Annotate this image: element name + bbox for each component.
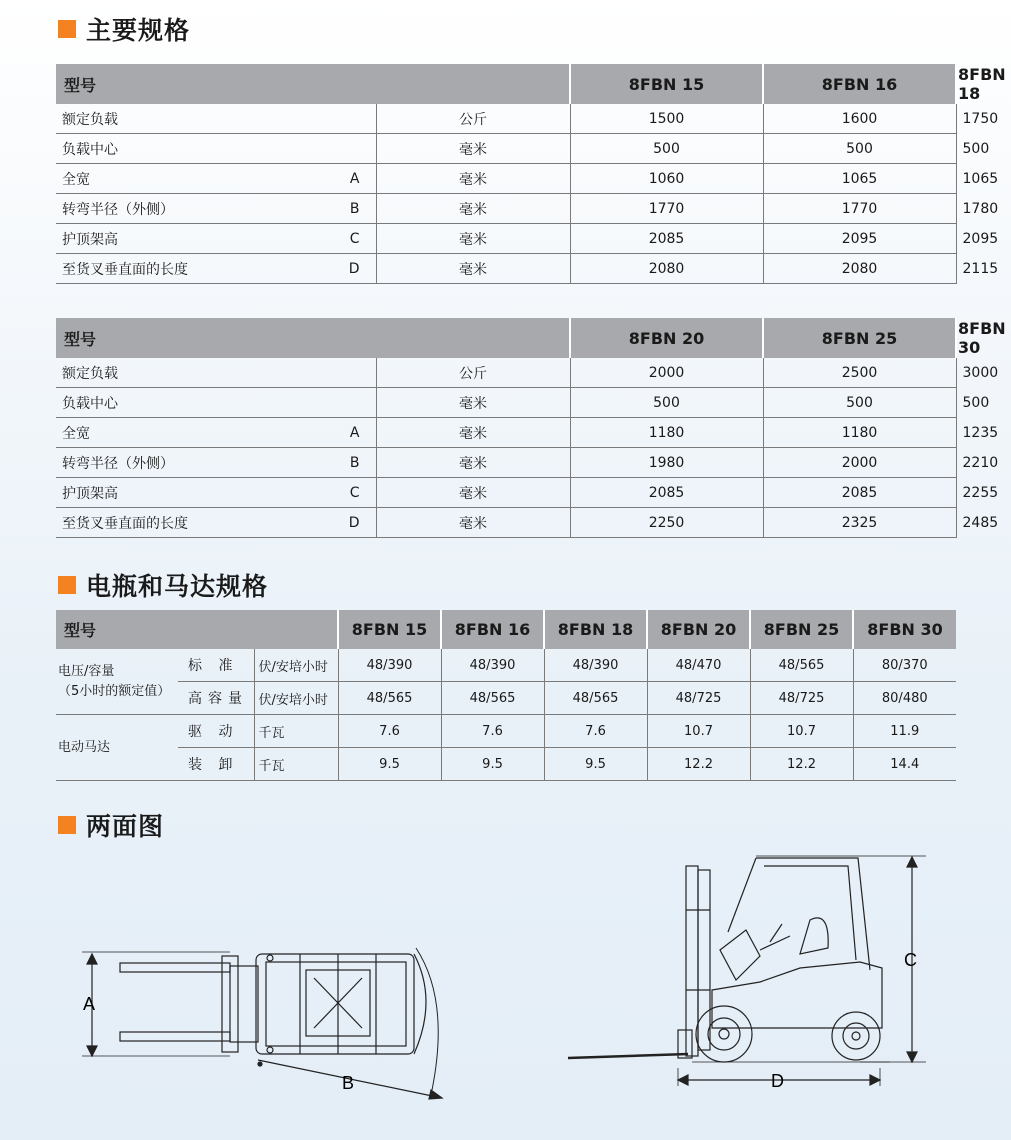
battery-row <box>56 715 956 748</box>
model-col: 8FBN 18 <box>544 610 647 649</box>
spec-table-header: 型号 8FBN 20 8FBN 25 8FBN 30 <box>56 318 956 358</box>
spec-name: 额定负载 <box>56 104 290 134</box>
unit-cell: 毫米 <box>376 194 570 224</box>
value-cell: 48/390 <box>338 649 441 682</box>
forklift-side-view-drawing <box>560 850 940 1100</box>
model-header: 型号 <box>56 610 338 649</box>
dimension-letter: C <box>290 478 376 508</box>
value-cell: 48/470 <box>647 649 750 682</box>
value-cell: 500 <box>570 134 763 164</box>
value-cell: 48/725 <box>647 682 750 715</box>
value-cell: 10.7 <box>647 715 750 748</box>
value-cell: 7.6 <box>338 715 441 748</box>
group-label: 电压/容量 <box>58 663 115 679</box>
value-cell: 1500 <box>570 104 763 134</box>
section-title-main-specs: 主要规格 <box>58 14 190 44</box>
spec-table-1 <box>56 64 1006 284</box>
spec-name: 额定负载 <box>56 358 290 388</box>
battery-motor-table <box>56 610 956 781</box>
group-sublabel: （5小时的额定值） <box>58 683 171 699</box>
value-cell: 1770 <box>763 194 956 224</box>
spec-row: 至货叉垂直面的长度 D 毫米 2250 2325 2485 <box>56 508 956 538</box>
unit-cell: 毫米 <box>376 448 570 478</box>
model-col: 8FBN 25 <box>750 610 853 649</box>
value-cell: 1980 <box>570 448 763 478</box>
spec-row: 负载中心 毫米 500 500 500 <box>56 388 956 418</box>
spec-name: 至货叉垂直面的长度 <box>56 508 290 538</box>
unit-cell: 毫米 <box>376 478 570 508</box>
value-cell: 2250 <box>570 508 763 538</box>
section-title-battery-motor: 电瓶和马达规格 <box>58 570 268 600</box>
value-cell: 48/565 <box>338 682 441 715</box>
value-cell: 1600 <box>763 104 956 134</box>
unit-cell: 毫米 <box>376 164 570 194</box>
group-label: 电动马达 <box>58 739 111 755</box>
spec-row: 全宽 A 毫米 1060 1065 1065 <box>56 164 956 194</box>
model-col: 8FBN 16 <box>763 64 956 104</box>
value-cell: 2080 <box>763 254 956 284</box>
dimension-letter <box>290 134 376 164</box>
value-cell: 500 <box>763 134 956 164</box>
row-type-label: 驱 动 <box>178 715 254 748</box>
unit-cell: 毫米 <box>376 508 570 538</box>
value-cell: 2095 <box>763 224 956 254</box>
unit-cell: 伏/安培小时 <box>254 682 338 715</box>
section-title-two-views: 两面图 <box>58 810 164 840</box>
battery-row <box>56 748 956 781</box>
spec-name: 护顶架高 <box>56 478 290 508</box>
value-cell: 1180 <box>763 418 956 448</box>
battery-group-label <box>56 715 178 781</box>
spec-name: 转弯半径（外侧） <box>56 194 290 224</box>
spec-name: 全宽 <box>56 164 290 194</box>
value-cell: 48/390 <box>441 649 544 682</box>
model-col: 8FBN 15 <box>570 64 763 104</box>
model-header: 型号 <box>56 318 570 358</box>
model-col: 8FBN 25 <box>763 318 956 358</box>
unit-cell: 毫米 <box>376 224 570 254</box>
value-cell: 12.2 <box>647 748 750 781</box>
dimension-letter: A <box>290 418 376 448</box>
model-col: 8FBN 15 <box>338 610 441 649</box>
spec-row: 护顶架高 C 毫米 2085 2085 2255 <box>56 478 956 508</box>
spec-row: 转弯半径（外侧） B 毫米 1980 2000 2210 <box>56 448 956 478</box>
value-cell: 11.9 <box>853 715 956 748</box>
value-cell: 2085 <box>570 478 763 508</box>
battery-group-label <box>56 649 178 715</box>
value-cell: 2085 <box>570 224 763 254</box>
dimension-letter: C <box>290 224 376 254</box>
row-type-label: 高容量 <box>178 682 254 715</box>
dim-label-d: D <box>771 1071 784 1091</box>
value-cell: 80/370 <box>853 649 956 682</box>
value-cell: 2325 <box>763 508 956 538</box>
spec-name: 至货叉垂直面的长度 <box>56 254 290 284</box>
value-cell: 2000 <box>763 448 956 478</box>
orange-square-icon <box>58 576 76 594</box>
value-cell: 10.7 <box>750 715 853 748</box>
spec-name: 护顶架高 <box>56 224 290 254</box>
spec-row: 全宽 A 毫米 1180 1180 1235 <box>56 418 956 448</box>
value-cell: 500 <box>763 388 956 418</box>
spec-row: 负载中心 毫米 500 500 500 <box>56 134 956 164</box>
value-cell: 48/390 <box>544 649 647 682</box>
unit-cell: 千瓦 <box>254 715 338 748</box>
spec-row: 额定负载 公斤 2000 2500 3000 <box>56 358 956 388</box>
spec-row: 额定负载 公斤 1500 1600 1750 <box>56 104 956 134</box>
unit-cell: 公斤 <box>376 104 570 134</box>
battery-row <box>56 649 956 682</box>
spec-row: 至货叉垂直面的长度 D 毫米 2080 2080 2115 <box>56 254 956 284</box>
forklift-top-view-drawing <box>70 930 470 1105</box>
unit-cell: 毫米 <box>376 388 570 418</box>
dimension-letter: B <box>290 448 376 478</box>
value-cell: 2000 <box>570 358 763 388</box>
value-cell: 7.6 <box>544 715 647 748</box>
dim-label-c: C <box>904 950 917 970</box>
battery-table-header <box>56 610 956 649</box>
spec-table-2 <box>56 318 1006 538</box>
value-cell: 2085 <box>763 478 956 508</box>
spec-name: 全宽 <box>56 418 290 448</box>
dimension-letter: D <box>290 254 376 284</box>
row-type-label: 装 卸 <box>178 748 254 781</box>
value-cell: 500 <box>570 388 763 418</box>
value-cell: 48/565 <box>441 682 544 715</box>
unit-cell: 毫米 <box>376 254 570 284</box>
model-col: 8FBN 30 <box>853 610 956 649</box>
orange-square-icon <box>58 816 76 834</box>
value-cell: 7.6 <box>441 715 544 748</box>
orange-square-icon <box>58 20 76 38</box>
model-col: 8FBN 20 <box>647 610 750 649</box>
value-cell: 1065 <box>763 164 956 194</box>
value-cell: 14.4 <box>853 748 956 781</box>
dimension-letter: D <box>290 508 376 538</box>
unit-cell: 公斤 <box>376 358 570 388</box>
unit-cell: 千瓦 <box>254 748 338 781</box>
model-col: 8FBN 20 <box>570 318 763 358</box>
value-cell: 9.5 <box>338 748 441 781</box>
value-cell: 9.5 <box>544 748 647 781</box>
value-cell: 80/480 <box>853 682 956 715</box>
value-cell: 48/565 <box>544 682 647 715</box>
value-cell: 48/565 <box>750 649 853 682</box>
row-type-label: 标 准 <box>178 649 254 682</box>
unit-cell: 毫米 <box>376 418 570 448</box>
value-cell: 1060 <box>570 164 763 194</box>
value-cell: 2080 <box>570 254 763 284</box>
value-cell: 1180 <box>570 418 763 448</box>
dimension-letter: B <box>290 194 376 224</box>
unit-cell: 毫米 <box>376 134 570 164</box>
dimension-letter <box>290 388 376 418</box>
unit-cell: 伏/安培小时 <box>254 649 338 682</box>
dimension-letter <box>290 104 376 134</box>
dim-label-b: B <box>342 1073 355 1093</box>
spec-table-header: 型号 8FBN 15 8FBN 16 8FBN 18 <box>56 64 956 104</box>
value-cell: 9.5 <box>441 748 544 781</box>
spec-name: 负载中心 <box>56 134 290 164</box>
dimension-letter <box>290 358 376 388</box>
dim-label-a: A <box>83 994 96 1014</box>
model-header: 型号 <box>56 64 570 104</box>
battery-row <box>56 682 956 715</box>
value-cell: 1770 <box>570 194 763 224</box>
value-cell: 12.2 <box>750 748 853 781</box>
spec-name: 转弯半径（外侧） <box>56 448 290 478</box>
spec-name: 负载中心 <box>56 388 290 418</box>
spec-row: 护顶架高 C 毫米 2085 2095 2095 <box>56 224 956 254</box>
dimension-letter: A <box>290 164 376 194</box>
model-col: 8FBN 16 <box>441 610 544 649</box>
value-cell: 48/725 <box>750 682 853 715</box>
value-cell: 2500 <box>763 358 956 388</box>
spec-row: 转弯半径（外侧） B 毫米 1770 1770 1780 <box>56 194 956 224</box>
